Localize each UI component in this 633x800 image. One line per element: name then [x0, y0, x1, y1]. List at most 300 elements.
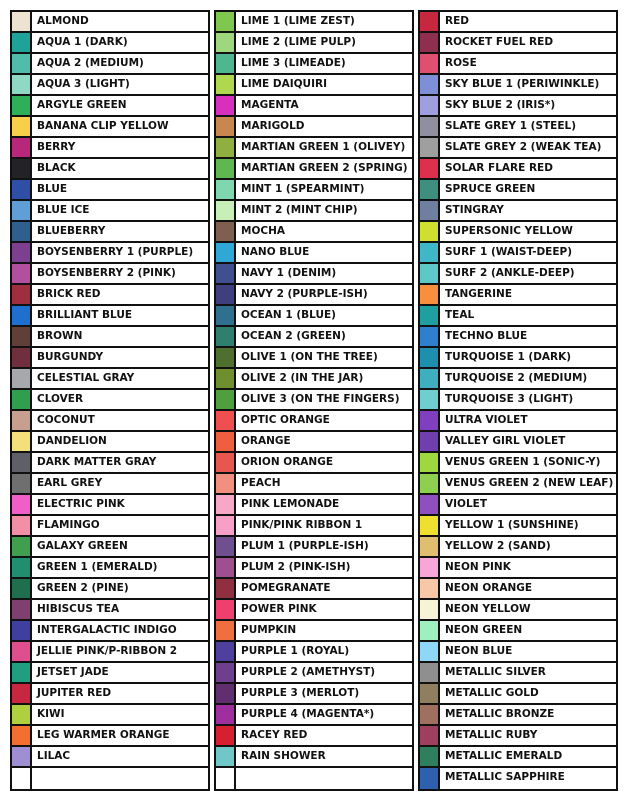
color-name: LILAC	[37, 750, 71, 762]
color-swatch	[12, 705, 32, 724]
color-row	[420, 201, 616, 222]
color-swatch	[12, 222, 32, 241]
color-name: OPTIC ORANGE	[241, 414, 330, 426]
color-row	[420, 12, 616, 33]
color-name: CLOVER	[37, 393, 84, 405]
color-name: LIME 1 (LIME ZEST)	[241, 15, 355, 27]
color-swatch	[12, 411, 32, 430]
color-name: METALLIC GOLD	[445, 687, 539, 699]
color-swatch	[216, 432, 236, 451]
color-swatch	[420, 642, 440, 661]
color-row	[420, 222, 616, 243]
color-name: SLATE GREY 1 (STEEL)	[445, 120, 577, 132]
color-row	[216, 747, 412, 768]
color-swatch	[12, 558, 32, 577]
color-swatch	[216, 33, 236, 52]
color-name: COCONUT	[37, 414, 95, 426]
color-swatch	[12, 516, 32, 535]
color-swatch	[12, 264, 32, 283]
color-swatch	[12, 726, 32, 745]
color-swatch	[420, 369, 440, 388]
color-name: RAIN SHOWER	[241, 750, 326, 762]
color-swatch	[420, 768, 440, 789]
color-swatch	[12, 33, 32, 52]
color-name: MINT 2 (MINT CHIP)	[241, 204, 358, 216]
color-swatch	[216, 411, 236, 430]
color-swatch	[420, 390, 440, 409]
color-row	[420, 747, 616, 768]
color-name: MINT 1 (SPEARMINT)	[241, 183, 365, 195]
color-row	[420, 75, 616, 96]
color-name: BOYSENBERRY 2 (PINK)	[37, 267, 176, 279]
color-row	[216, 432, 412, 453]
color-swatch	[12, 642, 32, 661]
color-swatch	[12, 600, 32, 619]
color-name: TANGERINE	[445, 288, 513, 300]
color-row	[12, 495, 208, 516]
color-name: PURPLE 1 (ROYAL)	[241, 645, 350, 657]
color-name: PURPLE 3 (MERLOT)	[241, 687, 360, 699]
color-name: STINGRAY	[445, 204, 504, 216]
color-row	[420, 159, 616, 180]
color-swatch	[420, 747, 440, 766]
color-swatch-chart	[10, 10, 618, 791]
color-row	[12, 33, 208, 54]
color-swatch	[12, 327, 32, 346]
color-row	[216, 390, 412, 411]
color-swatch	[216, 264, 236, 283]
color-row	[420, 243, 616, 264]
color-swatch	[420, 12, 440, 31]
color-swatch	[216, 243, 236, 262]
color-name: PLUM 2 (PINK-ISH)	[241, 561, 351, 573]
color-name: MARTIAN GREEN 2 (SPRING)	[241, 162, 408, 174]
color-name: LIME 3 (LIMEADE)	[241, 57, 346, 69]
color-row	[216, 684, 412, 705]
color-swatch	[12, 180, 32, 199]
color-name: METALLIC EMERALD	[445, 750, 563, 762]
color-row	[216, 75, 412, 96]
color-swatch	[12, 579, 32, 598]
color-name	[32, 768, 208, 789]
color-name: AQUA 2 (MEDIUM)	[37, 57, 144, 69]
color-swatch	[420, 684, 440, 703]
color-name: SUPERSONIC YELLOW	[445, 225, 573, 237]
color-swatch	[420, 117, 440, 136]
color-name: OLIVE 3 (ON THE FINGERS)	[241, 393, 400, 405]
color-name: CELESTIAL GRAY	[37, 372, 135, 384]
color-row	[12, 54, 208, 75]
color-name: MOCHA	[241, 225, 285, 237]
color-name: OLIVE 2 (IN THE JAR)	[241, 372, 364, 384]
color-swatch	[12, 96, 32, 115]
color-swatch	[216, 54, 236, 73]
color-swatch	[420, 96, 440, 115]
color-name: TURQUOISE 1 (DARK)	[445, 351, 572, 363]
color-name: ARGYLE GREEN	[37, 99, 127, 111]
color-swatch	[216, 453, 236, 472]
color-name: HIBISCUS TEA	[37, 603, 120, 615]
color-row	[420, 474, 616, 495]
color-row	[216, 411, 412, 432]
color-swatch	[216, 222, 236, 241]
color-swatch	[12, 537, 32, 556]
color-swatch	[216, 180, 236, 199]
color-row	[12, 579, 208, 600]
color-swatch	[216, 705, 236, 724]
color-row	[12, 12, 208, 33]
color-row	[420, 54, 616, 75]
color-row	[12, 411, 208, 432]
color-name: OCEAN 2 (GREEN)	[241, 330, 346, 342]
color-row	[12, 306, 208, 327]
color-name: BOYSENBERRY 1 (PURPLE)	[37, 246, 194, 258]
color-swatch	[216, 327, 236, 346]
color-row	[216, 285, 412, 306]
color-name: TEAL	[445, 309, 475, 321]
color-row	[216, 474, 412, 495]
color-swatch	[420, 474, 440, 493]
color-swatch	[216, 516, 236, 535]
color-row	[12, 474, 208, 495]
color-name: PLUM 1 (PURPLE-ISH)	[241, 540, 369, 552]
color-row	[420, 663, 616, 684]
color-swatch	[420, 705, 440, 724]
color-swatch	[216, 306, 236, 325]
color-row	[216, 453, 412, 474]
color-row	[12, 369, 208, 390]
color-swatch	[12, 201, 32, 220]
color-row	[216, 201, 412, 222]
color-swatch	[216, 558, 236, 577]
color-swatch	[216, 663, 236, 682]
color-row	[420, 411, 616, 432]
color-name: NEON GREEN	[445, 624, 523, 636]
color-row	[420, 369, 616, 390]
color-swatch	[420, 516, 440, 535]
color-swatch	[420, 621, 440, 640]
color-name: AQUA 3 (LIGHT)	[37, 78, 130, 90]
color-swatch	[216, 600, 236, 619]
color-swatch	[420, 201, 440, 220]
color-name: GREEN 2 (PINE)	[37, 582, 129, 594]
color-name: INTERGALACTIC INDIGO	[37, 624, 177, 636]
color-swatch	[12, 621, 32, 640]
color-name: POMEGRANATE	[241, 582, 331, 594]
color-name: NAVY 2 (PURPLE-ISH)	[241, 288, 368, 300]
color-row	[420, 390, 616, 411]
color-name: PURPLE 2 (AMETHYST)	[241, 666, 376, 678]
color-row	[216, 138, 412, 159]
color-name: PINK LEMONADE	[241, 498, 340, 510]
color-swatch	[216, 285, 236, 304]
color-row	[12, 390, 208, 411]
swatch-column-3	[418, 10, 618, 791]
swatch-column-1	[10, 10, 210, 791]
color-row	[216, 621, 412, 642]
color-swatch	[216, 579, 236, 598]
color-row	[216, 663, 412, 684]
color-row	[420, 453, 616, 474]
color-swatch	[12, 768, 32, 789]
color-swatch	[420, 348, 440, 367]
color-row	[420, 768, 616, 789]
color-swatch	[420, 306, 440, 325]
color-swatch	[420, 264, 440, 283]
color-swatch	[12, 663, 32, 682]
color-row	[12, 264, 208, 285]
color-name	[236, 768, 412, 789]
color-row	[420, 327, 616, 348]
color-swatch	[420, 495, 440, 514]
color-name: NEON BLUE	[445, 645, 513, 657]
color-name: VENUS GREEN 1 (SONIC-Y)	[445, 456, 601, 468]
color-row	[420, 285, 616, 306]
color-row	[216, 96, 412, 117]
color-name: SOLAR FLARE RED	[445, 162, 553, 174]
color-name: POWER PINK	[241, 603, 317, 615]
color-swatch	[216, 390, 236, 409]
color-row	[12, 663, 208, 684]
color-swatch	[216, 159, 236, 178]
color-swatch	[216, 201, 236, 220]
color-name: BLUEBERRY	[37, 225, 106, 237]
color-name: LIME 2 (LIME PULP)	[241, 36, 356, 48]
color-swatch	[420, 663, 440, 682]
color-name: DANDELION	[37, 435, 107, 447]
color-swatch	[12, 747, 32, 766]
color-row	[12, 684, 208, 705]
color-name: MARIGOLD	[241, 120, 305, 132]
color-row	[216, 12, 412, 33]
color-row	[216, 642, 412, 663]
color-row	[216, 159, 412, 180]
color-swatch	[420, 222, 440, 241]
color-row	[216, 495, 412, 516]
color-row	[420, 306, 616, 327]
color-name: ORION ORANGE	[241, 456, 334, 468]
color-row	[420, 600, 616, 621]
color-swatch	[420, 537, 440, 556]
color-swatch	[216, 369, 236, 388]
color-row	[12, 180, 208, 201]
color-name: BLACK	[37, 162, 76, 174]
color-row	[420, 138, 616, 159]
empty-row	[216, 768, 412, 789]
color-swatch	[420, 159, 440, 178]
color-row	[216, 348, 412, 369]
color-swatch	[216, 348, 236, 367]
color-name: BANANA CLIP YELLOW	[37, 120, 169, 132]
color-name: RACEY RED	[241, 729, 308, 741]
color-row	[420, 642, 616, 663]
color-name: NEON PINK	[445, 561, 511, 573]
color-row	[12, 642, 208, 663]
color-name: ULTRA VIOLET	[445, 414, 528, 426]
color-row	[216, 243, 412, 264]
color-name: METALLIC SILVER	[445, 666, 546, 678]
color-swatch	[420, 579, 440, 598]
color-row	[216, 705, 412, 726]
color-name: YELLOW 2 (SAND)	[445, 540, 551, 552]
color-name: NANO BLUE	[241, 246, 310, 258]
color-row	[216, 600, 412, 621]
color-name: SPRUCE GREEN	[445, 183, 536, 195]
color-swatch	[12, 75, 32, 94]
color-swatch	[420, 75, 440, 94]
color-swatch	[420, 411, 440, 430]
color-swatch	[420, 54, 440, 73]
color-swatch	[12, 453, 32, 472]
color-name: KIWI	[37, 708, 65, 720]
color-name: GALAXY GREEN	[37, 540, 128, 552]
color-name: AQUA 1 (DARK)	[37, 36, 128, 48]
color-row	[420, 264, 616, 285]
color-row	[12, 201, 208, 222]
color-row	[420, 117, 616, 138]
color-row	[12, 621, 208, 642]
color-swatch	[420, 285, 440, 304]
color-row	[216, 558, 412, 579]
color-row	[420, 495, 616, 516]
color-name: NEON YELLOW	[445, 603, 531, 615]
color-swatch	[216, 96, 236, 115]
color-name: LIME DAIQUIRI	[241, 78, 327, 90]
color-row	[420, 537, 616, 558]
color-swatch	[216, 621, 236, 640]
color-swatch	[420, 432, 440, 451]
color-row	[420, 516, 616, 537]
color-name: ORANGE	[241, 435, 291, 447]
color-row	[420, 432, 616, 453]
color-swatch	[216, 768, 236, 789]
color-name: JETSET JADE	[37, 666, 109, 678]
color-swatch	[12, 474, 32, 493]
color-name: PURPLE 4 (MAGENTA*)	[241, 708, 375, 720]
color-row	[12, 453, 208, 474]
color-swatch	[12, 432, 32, 451]
color-swatch	[12, 243, 32, 262]
color-swatch	[216, 747, 236, 766]
color-swatch	[216, 138, 236, 157]
color-swatch	[216, 12, 236, 31]
color-name: BLUE	[37, 183, 68, 195]
color-row	[420, 705, 616, 726]
color-row	[12, 537, 208, 558]
color-name: SKY BLUE 1 (PERIWINKLE)	[445, 78, 600, 90]
color-row	[216, 579, 412, 600]
color-name: TECHNO BLUE	[445, 330, 528, 342]
color-row	[216, 369, 412, 390]
color-row	[12, 558, 208, 579]
color-swatch	[420, 180, 440, 199]
color-name: EARL GREY	[37, 477, 103, 489]
color-swatch	[420, 600, 440, 619]
color-row	[12, 96, 208, 117]
color-row	[420, 348, 616, 369]
color-row	[12, 138, 208, 159]
color-swatch	[420, 327, 440, 346]
color-row	[420, 558, 616, 579]
color-row	[12, 726, 208, 747]
color-name: TURQUOISE 2 (MEDIUM)	[445, 372, 588, 384]
color-row	[12, 516, 208, 537]
empty-row	[12, 768, 208, 789]
color-name: METALLIC RUBY	[445, 729, 538, 741]
color-name: PINK/PINK RIBBON 1	[241, 519, 363, 531]
color-name: MAGENTA	[241, 99, 299, 111]
color-row	[216, 33, 412, 54]
color-row	[12, 747, 208, 768]
color-swatch	[420, 243, 440, 262]
color-name: OLIVE 1 (ON THE TREE)	[241, 351, 378, 363]
color-row	[12, 348, 208, 369]
color-row	[216, 327, 412, 348]
color-row	[12, 159, 208, 180]
color-row	[12, 705, 208, 726]
color-swatch	[12, 390, 32, 409]
color-name: GREEN 1 (EMERALD)	[37, 561, 158, 573]
color-name: NEON ORANGE	[445, 582, 533, 594]
color-row	[216, 264, 412, 285]
color-row	[12, 222, 208, 243]
color-row	[420, 96, 616, 117]
color-name: ROSE	[445, 57, 477, 69]
color-name: METALLIC SAPPHIRE	[445, 771, 565, 783]
color-name: BRILLIANT BLUE	[37, 309, 133, 321]
color-swatch	[216, 75, 236, 94]
color-row	[216, 537, 412, 558]
color-name: SKY BLUE 2 (IRIS*)	[445, 99, 556, 111]
swatch-column-2	[214, 10, 414, 791]
color-swatch	[216, 537, 236, 556]
color-row	[216, 54, 412, 75]
color-swatch	[12, 306, 32, 325]
color-row	[216, 117, 412, 138]
color-swatch	[12, 159, 32, 178]
color-name: SURF 1 (WAIST-DEEP)	[445, 246, 572, 258]
color-row	[216, 516, 412, 537]
color-row	[12, 243, 208, 264]
color-name: BLUE ICE	[37, 204, 90, 216]
color-name: ROCKET FUEL RED	[445, 36, 554, 48]
color-swatch	[216, 474, 236, 493]
color-swatch	[12, 285, 32, 304]
color-name: RED	[445, 15, 469, 27]
color-row	[420, 33, 616, 54]
color-name: NAVY 1 (DENIM)	[241, 267, 337, 279]
color-swatch	[420, 558, 440, 577]
color-row	[420, 579, 616, 600]
color-swatch	[216, 642, 236, 661]
color-row	[12, 75, 208, 96]
color-swatch	[12, 369, 32, 388]
color-swatch	[420, 33, 440, 52]
color-row	[12, 327, 208, 348]
color-swatch	[216, 495, 236, 514]
color-name: LEG WARMER ORANGE	[37, 729, 170, 741]
color-name: YELLOW 1 (SUNSHINE)	[445, 519, 579, 531]
color-name: VENUS GREEN 2 (NEW LEAF)	[445, 477, 614, 489]
color-row	[420, 621, 616, 642]
color-row	[216, 726, 412, 747]
color-name: BROWN	[37, 330, 83, 342]
color-row	[12, 285, 208, 306]
color-swatch	[420, 453, 440, 472]
color-swatch	[12, 54, 32, 73]
color-name: ALMOND	[37, 15, 89, 27]
color-row	[12, 432, 208, 453]
